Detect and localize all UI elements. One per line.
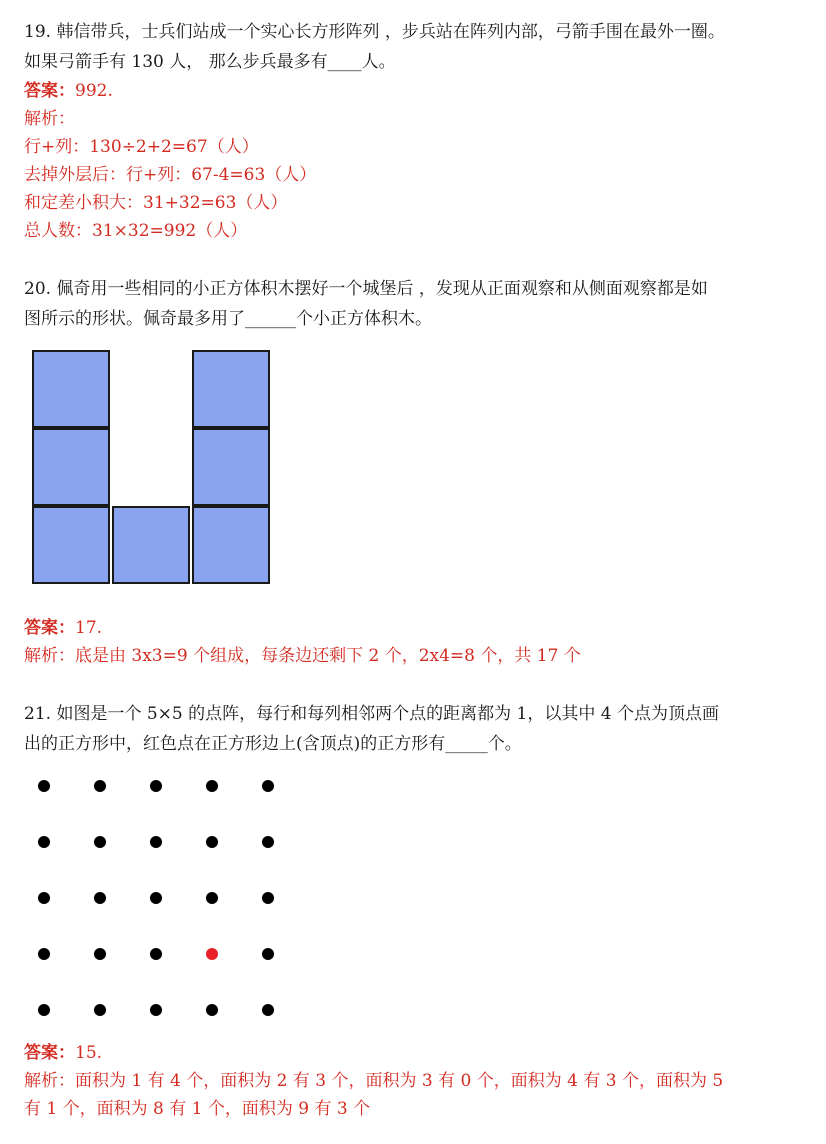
lattice-dot	[262, 1004, 274, 1016]
lattice-dot	[38, 948, 50, 960]
block-right-middle	[192, 428, 270, 506]
lattice-dot	[262, 892, 274, 904]
q20-analysis: 解析：底是由 3x3=9 个组成，每条边还剩下 2 个，2x4=8 个，共 17 个	[24, 646, 581, 666]
lattice-dot	[150, 836, 162, 848]
lattice-dot	[206, 780, 218, 792]
lattice-dot	[262, 780, 274, 792]
lattice-dot	[94, 1004, 106, 1016]
lattice-dot	[206, 836, 218, 848]
q19-analysis-label: 解析：	[24, 109, 75, 129]
q20-text-line1: 20. 佩奇用一些相同的小正方体积木摆好一个城堡后 ，发现从正面观察和从侧面观察都是如	[24, 279, 708, 299]
q19-text-line2: 如果弓箭手有 130 人， 那么步兵最多有____人。	[24, 52, 396, 72]
q19-step-1: 行+列：130÷2+2=67（人）	[24, 137, 259, 157]
q19-answer	[24, 79, 113, 103]
dot-lattice-figure	[24, 766, 314, 1026]
block-right-top	[192, 350, 270, 428]
lattice-dot	[150, 892, 162, 904]
q19-text-line1: 19. 韩信带兵，士兵们站成一个实心长方形阵列 ，步兵站在阵列内部，弓箭手围在最外一圈。	[24, 22, 725, 42]
block-left-top	[32, 350, 110, 428]
block-left-bottom	[32, 506, 110, 584]
lattice-dot	[150, 1004, 162, 1016]
lattice-dot	[150, 780, 162, 792]
castle-view-figure	[24, 340, 284, 594]
q20-text-line2: 图所示的形状。佩奇最多用了______个小正方体积木。	[24, 309, 432, 329]
q19-step-3: 和定差小积大：31+32=63（人）	[24, 193, 288, 213]
lattice-dot	[262, 948, 274, 960]
lattice-dot	[94, 780, 106, 792]
block-left-middle	[32, 428, 110, 506]
q21-analysis-line2: 有 1 个，面积为 8 有 1 个，面积为 9 有 3 个	[24, 1099, 371, 1119]
lattice-dot	[38, 836, 50, 848]
lattice-dot	[94, 892, 106, 904]
q19-step-2: 去掉外层后：行+列：67-4=63（人）	[24, 165, 317, 185]
block-center-bottom	[112, 506, 190, 584]
q21-answer	[24, 1041, 102, 1065]
lattice-dot	[38, 892, 50, 904]
q21-text-line2: 出的正方形中，红色点在正方形边上(含顶点)的正方形有_____个。	[24, 734, 522, 754]
q21-analysis-line1: 解析：面积为 1 有 4 个，面积为 2 有 3 个，面积为 3 有 0 个，面积为 4 有 3 个，面积为 5	[24, 1071, 724, 1091]
lattice-dot	[94, 836, 106, 848]
red-lattice-dot	[206, 948, 218, 960]
q21-answer-value: 15.	[75, 1043, 103, 1063]
lattice-dot	[38, 1004, 50, 1016]
block-right-bottom	[192, 506, 270, 584]
lattice-dot	[206, 1004, 218, 1016]
lattice-dot	[262, 836, 274, 848]
q21-text-line1: 21. 如图是一个 5×5 的点阵，每行和每列相邻两个点的距离都为 1，以其中 4 个点为顶点画	[24, 704, 719, 724]
q19-answer-value: 992.	[75, 81, 113, 101]
lattice-dot	[206, 892, 218, 904]
lattice-dot	[38, 780, 50, 792]
q19-answer-label: 答案：	[24, 81, 75, 101]
q19-step-4: 总人数：31×32=992（人）	[24, 221, 248, 241]
q21-answer-label: 答案：	[24, 1043, 75, 1063]
lattice-dot	[150, 948, 162, 960]
q20-answer-value: 17.	[75, 618, 103, 638]
lattice-dot	[94, 948, 106, 960]
q20-answer	[24, 616, 102, 640]
q20-answer-label: 答案：	[24, 618, 75, 638]
